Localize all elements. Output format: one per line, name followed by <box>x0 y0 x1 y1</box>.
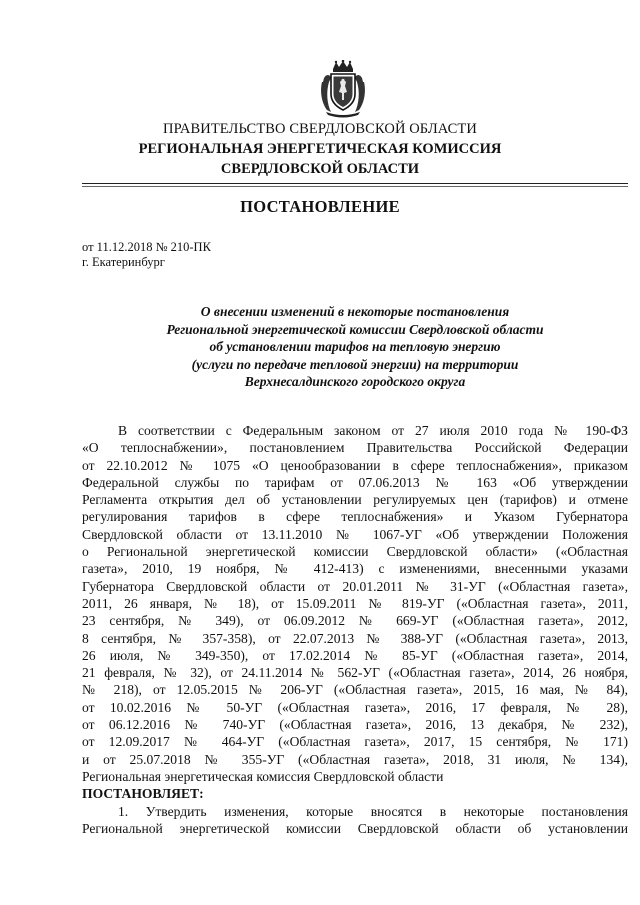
body-line: от 22.10.2012 № 1075 «О ценообразовании в сфере теплоснабжения», приказом <box>82 457 628 473</box>
document-body <box>82 422 628 837</box>
body-line: Регламента открытия дел об установлении регулируемых цен (тарифов) и отмене <box>82 492 628 508</box>
body-line: 8 сентября, № 357-358), от 22.07.2013 № 388-УГ («Областная газета», 2013, <box>82 630 628 646</box>
body-line: 26 июля, № 349-350), от 17.02.2014 № 85-УГ («Областная газета», 2014, <box>82 647 628 663</box>
body-line: Губернатора Свердловской области от 20.01.2011 № 31-УГ («Областная газета», <box>82 578 628 594</box>
document-city: г. Екатеринбург <box>82 255 165 269</box>
body-line: Свердловской области от 13.11.2010 № 1067-УГ «Об утверждении Положения <box>82 526 628 542</box>
subject-line: об установлении тарифов на тепловую энергию <box>209 339 501 355</box>
document-meta <box>82 240 211 270</box>
item-line: 1. Утвердить изменения, которые вносятся в некоторые постановления <box>118 803 628 819</box>
body-line: от 06.12.2016 № 740-УГ («Областная газета», 2016, 13 декабря, № 232), <box>82 717 628 733</box>
body-line: В соответствии с Федеральным законом от 27 июля 2010 года № 190-ФЗ <box>118 423 628 438</box>
body-line: регулирования тарифов в сфере теплоснабжения» и Указом Губернатора <box>82 509 628 525</box>
body-line: газета», 2010, 19 ноября, № 412-413) с изменениями, внесенными указами <box>82 561 628 577</box>
body-line: о Региональной энергетической комиссии Свердловской области» («Областная <box>82 544 628 560</box>
organization-name-line1: ПРАВИТЕЛЬСТВО СВЕРДЛОВСКОЙ ОБЛАСТИ <box>163 121 477 137</box>
body-line: № 218), от 12.05.2015 № 206-УГ («Областная газета», 2015, 16 мая, № 84), <box>82 682 628 698</box>
body-line: от 12.09.2017 № 464-УГ («Областная газета», 2017, 15 сентября, № 171) <box>82 734 628 750</box>
item-line: Региональной энергетической комиссии Свердловской области об установлении <box>82 820 628 836</box>
subject-line: О внесении изменений в некоторые постановления <box>200 304 510 319</box>
body-line: от 10.02.2016 № 50-УГ («Областная газета», 2016, 17 февраля, № 28), <box>82 699 628 715</box>
body-line: и от 25.07.2018 № 355-УГ («Областная газета», 2018, 31 июля, № 134), <box>82 751 628 767</box>
subject-line: Верхнесалдинского городского округа <box>244 374 466 390</box>
body-line: Региональная энергетическая комиссия Свердловской области <box>82 768 444 784</box>
body-line: Федеральной службы по тарифам от 07.06.2013 № 163 «Об утверждении <box>82 474 628 490</box>
body-line: «О теплоснабжении», постановлением Правительства Российской Федерации <box>82 440 628 456</box>
organization-name-line2: РЕГИОНАЛЬНАЯ ЭНЕРГЕТИЧЕСКАЯ КОМИССИЯ <box>138 141 502 157</box>
body-line: 2011, 26 января, № 18), от 15.09.2011 № 819-УГ («Областная газета», 2011, <box>82 595 628 611</box>
document-date-number: от 11.12.2018 № 210-ПК <box>82 240 211 254</box>
organization-name-line3: СВЕРДЛОВСКОЙ ОБЛАСТИ <box>220 161 420 177</box>
resolves-heading: ПОСТАНОВЛЯЕТ: <box>82 786 204 802</box>
subject-line: (услуги по передаче тепловой энергии) на территории <box>191 356 519 372</box>
header-divider <box>82 183 628 187</box>
document-title: ПОСТАНОВЛЕНИЕ <box>240 197 400 216</box>
document-subject <box>82 303 628 391</box>
subject-line: Региональной энергетической комиссии Свердловской области <box>166 321 544 337</box>
body-line: 23 сентября, № 349), от 06.09.2012 № 669-УГ («Областная газета», 2012, <box>82 613 628 629</box>
coat-of-arms-emblem <box>318 60 368 118</box>
body-line: 21 февраля, № 32), от 24.11.2014 № 562-УГ («Областная газета», 2014, 26 ноября, <box>82 665 628 681</box>
